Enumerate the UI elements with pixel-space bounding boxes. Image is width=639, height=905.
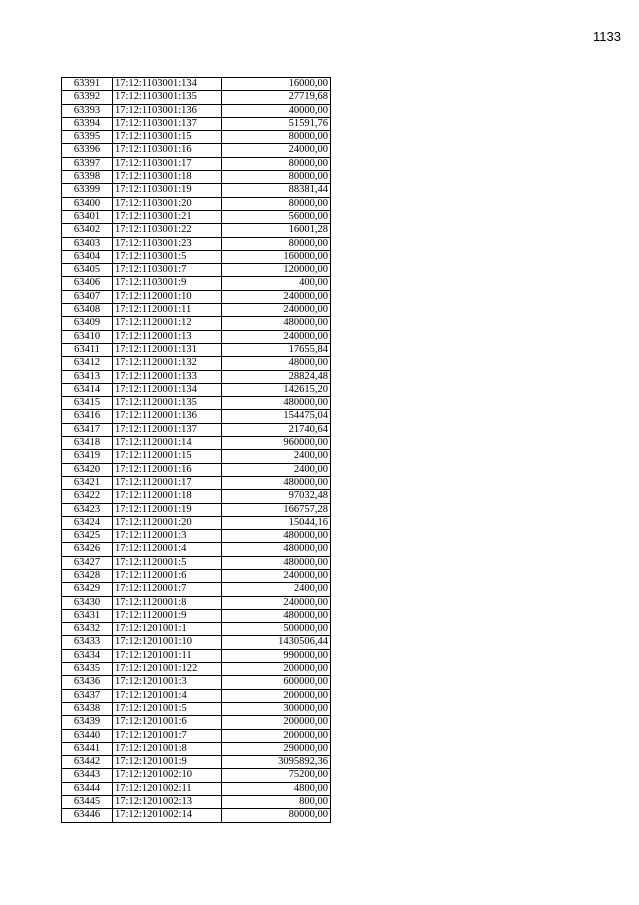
- cadastral-number-cell: 17:12:1201002:13: [113, 796, 222, 809]
- value-cell: 166757,28: [222, 503, 331, 516]
- value-cell: 80000,00: [222, 131, 331, 144]
- value-cell: 480000,00: [222, 530, 331, 543]
- cadastral-number-cell: 17:12:1201001:8: [113, 742, 222, 755]
- row-number-cell: 63419: [62, 450, 113, 463]
- value-cell: 480000,00: [222, 476, 331, 489]
- cadastral-number-cell: 17:12:1201001:6: [113, 716, 222, 729]
- row-number-cell: 63429: [62, 583, 113, 596]
- row-number-cell: 63412: [62, 357, 113, 370]
- value-cell: 120000,00: [222, 264, 331, 277]
- value-cell: 800,00: [222, 796, 331, 809]
- table-row: [62, 330, 331, 343]
- table-row: [62, 516, 331, 529]
- cadastral-number-cell: 17:12:1103001:19: [113, 184, 222, 197]
- cadastral-number-cell: 17:12:1120001:136: [113, 410, 222, 423]
- table-row: [62, 796, 331, 809]
- table-row: [62, 78, 331, 91]
- cadastral-number-cell: 17:12:1120001:6: [113, 569, 222, 582]
- row-number-cell: 63406: [62, 277, 113, 290]
- cadastral-number-cell: 17:12:1201001:9: [113, 756, 222, 769]
- row-number-cell: 63423: [62, 503, 113, 516]
- cadastral-number-cell: 17:12:1103001:135: [113, 91, 222, 104]
- value-cell: 240000,00: [222, 569, 331, 582]
- cadastral-number-cell: 17:12:1120001:134: [113, 383, 222, 396]
- value-cell: 51591,76: [222, 117, 331, 130]
- value-cell: 160000,00: [222, 250, 331, 263]
- table-row: [62, 569, 331, 582]
- cadastral-number-cell: 17:12:1120001:135: [113, 397, 222, 410]
- table-row: [62, 184, 331, 197]
- value-cell: 2400,00: [222, 463, 331, 476]
- table-row: [62, 383, 331, 396]
- table-row: [62, 357, 331, 370]
- cadastral-number-cell: 17:12:1120001:15: [113, 450, 222, 463]
- row-number-cell: 63409: [62, 317, 113, 330]
- cadastral-number-cell: 17:12:1103001:137: [113, 117, 222, 130]
- cadastral-number-cell: 17:12:1120001:19: [113, 503, 222, 516]
- value-cell: 24000,00: [222, 144, 331, 157]
- row-number-cell: 63410: [62, 330, 113, 343]
- row-number-cell: 63445: [62, 796, 113, 809]
- row-number-cell: 63411: [62, 343, 113, 356]
- value-cell: 500000,00: [222, 623, 331, 636]
- table-row: [62, 769, 331, 782]
- value-cell: 27719,68: [222, 91, 331, 104]
- page-number: 1133: [593, 29, 621, 44]
- cadastral-number-cell: 17:12:1201001:7: [113, 729, 222, 742]
- value-cell: 80000,00: [222, 237, 331, 250]
- cadastral-number-cell: 17:12:1103001:136: [113, 104, 222, 117]
- table-row: [62, 663, 331, 676]
- table-row: [62, 437, 331, 450]
- cadastral-number-cell: 17:12:1201002:10: [113, 769, 222, 782]
- value-cell: 480000,00: [222, 317, 331, 330]
- table-row: [62, 144, 331, 157]
- value-cell: 15044,16: [222, 516, 331, 529]
- table-row: [62, 623, 331, 636]
- value-cell: 142615,20: [222, 383, 331, 396]
- row-number-cell: 63426: [62, 543, 113, 556]
- value-cell: 21740,64: [222, 423, 331, 436]
- value-cell: 990000,00: [222, 649, 331, 662]
- cadastral-number-cell: 17:12:1103001:134: [113, 78, 222, 91]
- row-number-cell: 63396: [62, 144, 113, 157]
- row-number-cell: 63407: [62, 290, 113, 303]
- value-cell: 56000,00: [222, 210, 331, 223]
- table-row: [62, 250, 331, 263]
- row-number-cell: 63422: [62, 490, 113, 503]
- row-number-cell: 63433: [62, 636, 113, 649]
- cadastral-number-cell: 17:12:1120001:132: [113, 357, 222, 370]
- row-number-cell: 63441: [62, 742, 113, 755]
- cadastral-number-cell: 17:12:1201001:1: [113, 623, 222, 636]
- row-number-cell: 63398: [62, 171, 113, 184]
- table-row: [62, 343, 331, 356]
- table-row: [62, 543, 331, 556]
- value-cell: 40000,00: [222, 104, 331, 117]
- row-number-cell: 63442: [62, 756, 113, 769]
- value-cell: 200000,00: [222, 729, 331, 742]
- row-number-cell: 63431: [62, 609, 113, 622]
- table-row: [62, 503, 331, 516]
- table-row: [62, 716, 331, 729]
- row-number-cell: 63430: [62, 596, 113, 609]
- row-number-cell: 63397: [62, 157, 113, 170]
- table-row: [62, 210, 331, 223]
- cadastral-number-cell: 17:12:1201001:10: [113, 636, 222, 649]
- cadastral-number-cell: 17:12:1120001:133: [113, 370, 222, 383]
- cadastral-number-cell: 17:12:1120001:16: [113, 463, 222, 476]
- value-cell: 4800,00: [222, 782, 331, 795]
- row-number-cell: 63427: [62, 556, 113, 569]
- row-number-cell: 63421: [62, 476, 113, 489]
- cadastral-value-table: [61, 77, 331, 823]
- cadastral-number-cell: 17:12:1120001:13: [113, 330, 222, 343]
- value-cell: 1430506,44: [222, 636, 331, 649]
- cadastral-number-cell: 17:12:1201001:122: [113, 663, 222, 676]
- cadastral-number-cell: 17:12:1103001:21: [113, 210, 222, 223]
- table-row: [62, 809, 331, 822]
- row-number-cell: 63425: [62, 530, 113, 543]
- table-row: [62, 490, 331, 503]
- cadastral-number-cell: 17:12:1120001:12: [113, 317, 222, 330]
- cadastral-number-cell: 17:12:1120001:18: [113, 490, 222, 503]
- table-row: [62, 530, 331, 543]
- table-row: [62, 689, 331, 702]
- cadastral-number-cell: 17:12:1120001:8: [113, 596, 222, 609]
- cadastral-number-cell: 17:12:1120001:3: [113, 530, 222, 543]
- row-number-cell: 63435: [62, 663, 113, 676]
- table-row: [62, 277, 331, 290]
- row-number-cell: 63428: [62, 569, 113, 582]
- value-cell: 480000,00: [222, 609, 331, 622]
- table-row: [62, 609, 331, 622]
- value-cell: 200000,00: [222, 716, 331, 729]
- row-number-cell: 63415: [62, 397, 113, 410]
- value-cell: 480000,00: [222, 543, 331, 556]
- table-row: [62, 131, 331, 144]
- cadastral-number-cell: 17:12:1201001:4: [113, 689, 222, 702]
- table-row: [62, 397, 331, 410]
- row-number-cell: 63408: [62, 304, 113, 317]
- cadastral-number-cell: 17:12:1120001:4: [113, 543, 222, 556]
- cadastral-number-cell: 17:12:1103001:22: [113, 224, 222, 237]
- row-number-cell: 63437: [62, 689, 113, 702]
- table-row: [62, 676, 331, 689]
- row-number-cell: 63446: [62, 809, 113, 822]
- row-number-cell: 63417: [62, 423, 113, 436]
- cadastral-number-cell: 17:12:1120001:17: [113, 476, 222, 489]
- value-cell: 154475,04: [222, 410, 331, 423]
- row-number-cell: 63440: [62, 729, 113, 742]
- value-cell: 80000,00: [222, 809, 331, 822]
- cadastral-number-cell: 17:12:1120001:7: [113, 583, 222, 596]
- table-row: [62, 370, 331, 383]
- table-row: [62, 290, 331, 303]
- value-cell: 480000,00: [222, 556, 331, 569]
- table-row: [62, 317, 331, 330]
- cadastral-number-cell: 17:12:1201001:3: [113, 676, 222, 689]
- table-row: [62, 91, 331, 104]
- row-number-cell: 63444: [62, 782, 113, 795]
- cadastral-number-cell: 17:12:1103001:9: [113, 277, 222, 290]
- cadastral-number-cell: 17:12:1103001:5: [113, 250, 222, 263]
- table-row: [62, 636, 331, 649]
- row-number-cell: 63400: [62, 197, 113, 210]
- row-number-cell: 63403: [62, 237, 113, 250]
- row-number-cell: 63413: [62, 370, 113, 383]
- row-number-cell: 63393: [62, 104, 113, 117]
- value-cell: 240000,00: [222, 290, 331, 303]
- row-number-cell: 63405: [62, 264, 113, 277]
- table-row: [62, 423, 331, 436]
- value-cell: 2400,00: [222, 450, 331, 463]
- value-cell: 240000,00: [222, 596, 331, 609]
- row-number-cell: 63434: [62, 649, 113, 662]
- row-number-cell: 63414: [62, 383, 113, 396]
- cadastral-number-cell: 17:12:1120001:9: [113, 609, 222, 622]
- row-number-cell: 63391: [62, 78, 113, 91]
- cadastral-number-cell: 17:12:1120001:10: [113, 290, 222, 303]
- table-row: [62, 157, 331, 170]
- table-row: [62, 556, 331, 569]
- cadastral-number-cell: 17:12:1103001:15: [113, 131, 222, 144]
- row-number-cell: 63404: [62, 250, 113, 263]
- cadastral-number-cell: 17:12:1201002:11: [113, 782, 222, 795]
- row-number-cell: 63438: [62, 702, 113, 715]
- table-body: [62, 78, 331, 823]
- row-number-cell: 63402: [62, 224, 113, 237]
- table-row: [62, 104, 331, 117]
- row-number-cell: 63443: [62, 769, 113, 782]
- cadastral-number-cell: 17:12:1103001:7: [113, 264, 222, 277]
- table-row: [62, 742, 331, 755]
- row-number-cell: 63395: [62, 131, 113, 144]
- value-cell: 240000,00: [222, 304, 331, 317]
- row-number-cell: 63436: [62, 676, 113, 689]
- value-cell: 290000,00: [222, 742, 331, 755]
- row-number-cell: 63394: [62, 117, 113, 130]
- table-row: [62, 596, 331, 609]
- row-number-cell: 63439: [62, 716, 113, 729]
- table-row: [62, 304, 331, 317]
- cadastral-number-cell: 17:12:1120001:11: [113, 304, 222, 317]
- table-row: [62, 782, 331, 795]
- value-cell: 300000,00: [222, 702, 331, 715]
- cadastral-number-cell: 17:12:1201002:14: [113, 809, 222, 822]
- value-cell: 16001,28: [222, 224, 331, 237]
- table-row: [62, 264, 331, 277]
- value-cell: 17655,84: [222, 343, 331, 356]
- value-cell: 48000,00: [222, 357, 331, 370]
- value-cell: 80000,00: [222, 157, 331, 170]
- table-row: [62, 224, 331, 237]
- row-number-cell: 63432: [62, 623, 113, 636]
- table-row: [62, 410, 331, 423]
- row-number-cell: 63401: [62, 210, 113, 223]
- row-number-cell: 63392: [62, 91, 113, 104]
- cadastral-number-cell: 17:12:1103001:23: [113, 237, 222, 250]
- row-number-cell: 63424: [62, 516, 113, 529]
- value-cell: 28824,48: [222, 370, 331, 383]
- cadastral-number-cell: 17:12:1201001:5: [113, 702, 222, 715]
- cadastral-number-cell: 17:12:1120001:20: [113, 516, 222, 529]
- row-number-cell: 63418: [62, 437, 113, 450]
- cadastral-number-cell: 17:12:1120001:14: [113, 437, 222, 450]
- table-row: [62, 117, 331, 130]
- value-cell: 80000,00: [222, 197, 331, 210]
- table-row: [62, 450, 331, 463]
- value-cell: 200000,00: [222, 663, 331, 676]
- table-row: [62, 702, 331, 715]
- value-cell: 88381,44: [222, 184, 331, 197]
- cadastral-number-cell: 17:12:1120001:137: [113, 423, 222, 436]
- table-row: [62, 463, 331, 476]
- cadastral-number-cell: 17:12:1103001:17: [113, 157, 222, 170]
- value-cell: 80000,00: [222, 171, 331, 184]
- row-number-cell: 63420: [62, 463, 113, 476]
- table-row: [62, 649, 331, 662]
- cadastral-number-cell: 17:12:1103001:16: [113, 144, 222, 157]
- value-cell: 480000,00: [222, 397, 331, 410]
- value-cell: 97032,48: [222, 490, 331, 503]
- cadastral-number-cell: 17:12:1120001:131: [113, 343, 222, 356]
- table-row: [62, 197, 331, 210]
- table-row: [62, 171, 331, 184]
- value-cell: 400,00: [222, 277, 331, 290]
- value-cell: 2400,00: [222, 583, 331, 596]
- value-cell: 240000,00: [222, 330, 331, 343]
- value-cell: 16000,00: [222, 78, 331, 91]
- value-cell: 200000,00: [222, 689, 331, 702]
- cadastral-number-cell: 17:12:1201001:11: [113, 649, 222, 662]
- value-cell: 600000,00: [222, 676, 331, 689]
- table-row: [62, 476, 331, 489]
- table-row: [62, 729, 331, 742]
- value-cell: 75200,00: [222, 769, 331, 782]
- table-row: [62, 756, 331, 769]
- cadastral-number-cell: 17:12:1103001:20: [113, 197, 222, 210]
- row-number-cell: 63416: [62, 410, 113, 423]
- value-cell: 960000,00: [222, 437, 331, 450]
- value-cell: 3095892,36: [222, 756, 331, 769]
- cadastral-number-cell: 17:12:1120001:5: [113, 556, 222, 569]
- table-row: [62, 237, 331, 250]
- cadastral-number-cell: 17:12:1103001:18: [113, 171, 222, 184]
- row-number-cell: 63399: [62, 184, 113, 197]
- table-row: [62, 583, 331, 596]
